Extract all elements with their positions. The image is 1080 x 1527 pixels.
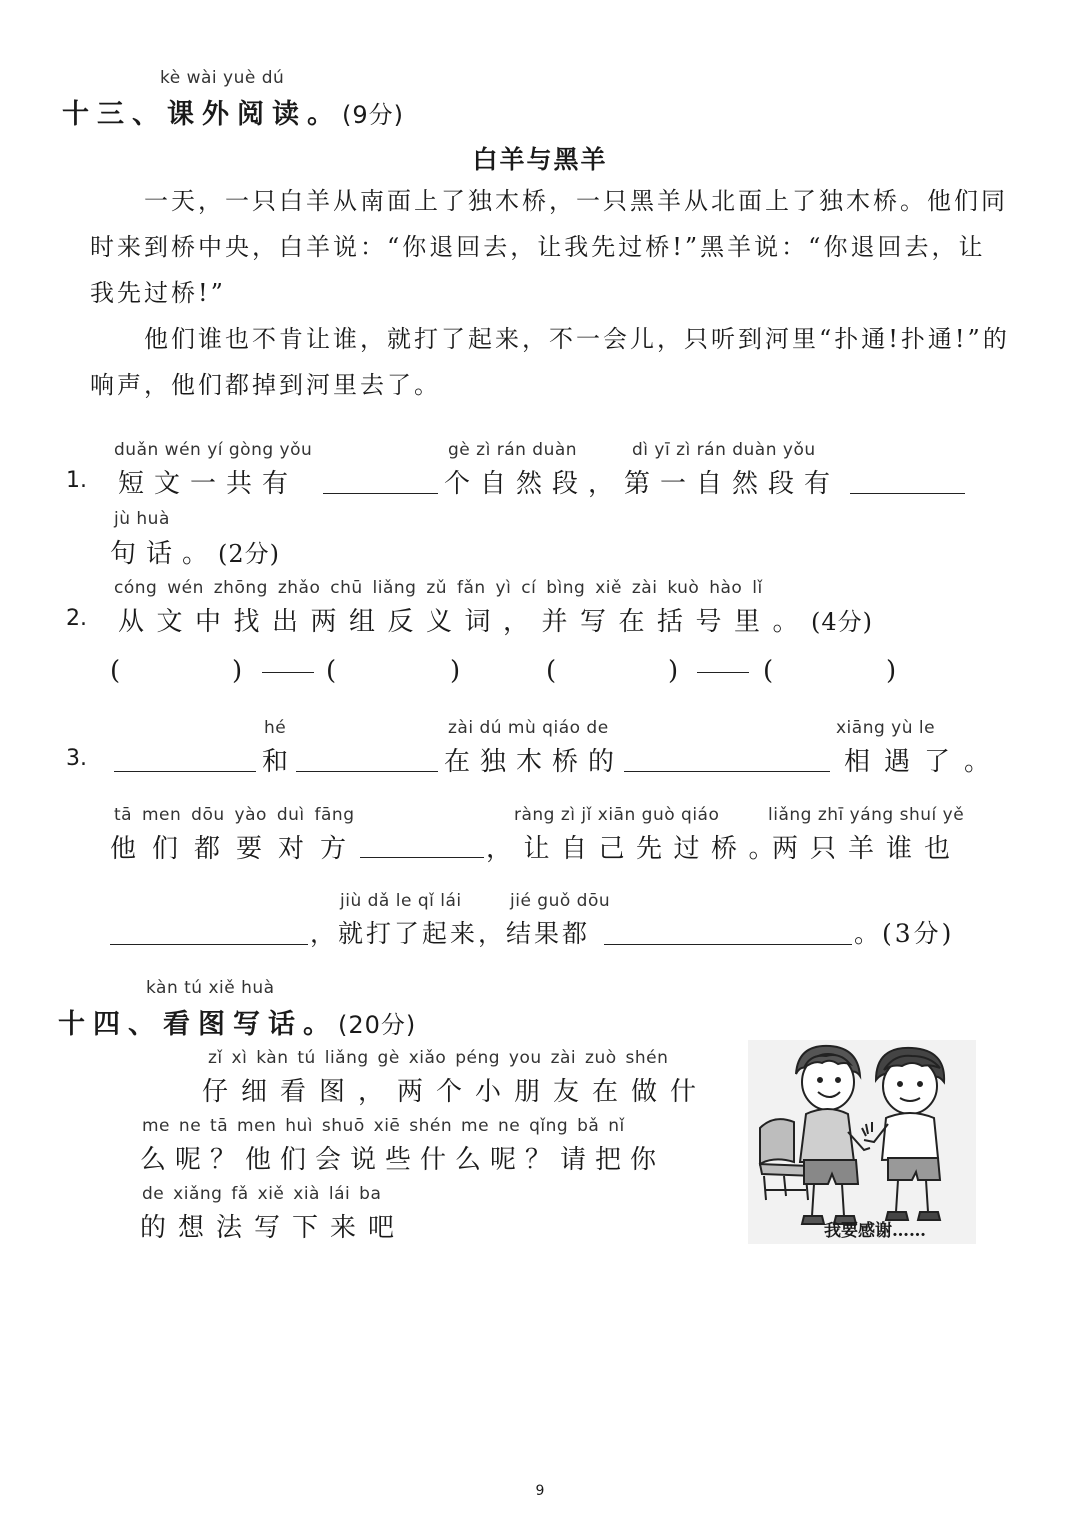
- q1-text-a: 短文一共有: [118, 469, 299, 499]
- q2-paren-close-1: ): [232, 656, 243, 686]
- q2-paren-open-1: (: [110, 656, 121, 686]
- passage-title: 白羊与黑羊: [472, 145, 608, 174]
- q3-pinyin-l2a: tā men dōu yào duì fāng: [114, 805, 355, 825]
- q3-text-he: 和: [262, 747, 299, 777]
- q2-paren-open-3: (: [546, 656, 557, 686]
- s13-heading-text: 十三、课外阅读。: [62, 99, 342, 130]
- q3-pinyin-l3b: jié guǒ dōu: [510, 891, 611, 911]
- q2-paren-close-4: ): [886, 656, 897, 686]
- q3-text-l3: ，就打了起来，结果都: [310, 919, 591, 948]
- passage-paragraph-2: 他们谁也不肯让谁，就打了起来，不一会儿，只听到河里“扑通!扑通!”的响声，他们都掉到河里去了。: [90, 325, 1010, 399]
- s14-heading: [58, 1002, 416, 1041]
- q3-pinyin-end: xiāng yù le: [836, 718, 936, 738]
- q3-number: 3.: [66, 746, 87, 771]
- s13-pinyin: kè wài yuè dú: [160, 68, 285, 88]
- s14-points: (20分): [338, 1011, 417, 1039]
- q3-blank-2[interactable]: [296, 771, 438, 772]
- q3-pinyin-l2c: liǎng zhī yáng shuí yě: [768, 805, 965, 825]
- q3-text-l2a: 他们都要对方: [110, 834, 363, 864]
- q1-blank-sentences[interactable]: [850, 493, 965, 494]
- s14-pinyin-2: me ne tā men huì shuō xiē shén me ne qǐng bǎ nǐ: [142, 1116, 625, 1136]
- s13-points: (9分): [342, 101, 404, 129]
- q1-points: (2分): [218, 540, 281, 568]
- s14-line-3: 的想法写下来吧: [140, 1213, 407, 1243]
- s14-pinyin-3: de xiǎng fǎ xiě xià lái ba: [142, 1184, 382, 1204]
- two-boys-illustration: [748, 1040, 976, 1244]
- q3-blank-3[interactable]: [624, 771, 830, 772]
- passage-paragraph-1: 一天，一只白羊从南面上了独木桥，一只黑羊从北面上了独木桥。他们同时来到桥中央，白羊说：“你退回去，让我先过桥!”黑羊说：“你退回去，让我先过桥!”: [90, 187, 1008, 307]
- q2-paren-close-2: ): [450, 656, 461, 686]
- q3-pinyin-mid: zài dú mù qiáo de: [448, 718, 609, 738]
- two-boys-drawing: [748, 1040, 976, 1244]
- q2-text: 从文中找出两组反义词，并写在括号里。: [118, 607, 812, 637]
- s14-line-2: 么呢？他们会说些什么呢？请把你: [140, 1145, 666, 1175]
- s13-heading: [62, 92, 404, 131]
- q3-blank-1[interactable]: [114, 771, 256, 772]
- q2-dash-1: [262, 672, 314, 673]
- q1-text-d-line: [110, 533, 280, 570]
- q3-text-end: 相遇了。: [844, 747, 1005, 777]
- q2-paren-open-4: (: [763, 656, 774, 686]
- q3-pinyin-he: hé: [264, 718, 287, 738]
- q2-dash-2: [697, 672, 749, 673]
- q3-blank-6[interactable]: [604, 944, 852, 945]
- q3-blank-5[interactable]: [110, 944, 308, 945]
- s14-pinyin: kàn tú xiě huà: [146, 978, 275, 998]
- q2-points: (4分): [811, 608, 874, 636]
- q3-pinyin-l3a: jiù dǎ le qǐ lái: [340, 891, 462, 911]
- q3-points: (3分): [882, 919, 955, 948]
- q1-text-c: 第一自然段有: [624, 469, 841, 499]
- q2-text-line: [118, 601, 873, 638]
- q3-blank-4[interactable]: [360, 857, 484, 858]
- q1-text-d: 句话。: [110, 539, 219, 569]
- q3-text-l3-end: 。: [854, 919, 883, 948]
- q2-pinyin: cóng wén zhōng zhǎo chū liǎng zǔ fǎn yì cí bìng xiě zài kuò hào lǐ: [114, 578, 763, 598]
- s14-line-1: 仔细看图，两个小朋友在做什: [202, 1077, 710, 1107]
- q1-pinyin-a: duǎn wén yí gòng yǒu: [114, 440, 313, 460]
- q1-number: 1.: [66, 468, 87, 493]
- q1-blank-paragraphs[interactable]: [323, 493, 438, 494]
- q3-text-mid: 在独木桥的: [444, 747, 625, 777]
- q3-text-l2c: 两只羊谁也: [772, 834, 963, 864]
- q1-pinyin-c: dì yī zì rán duàn yǒu: [632, 440, 816, 460]
- q2-paren-open-2: (: [326, 656, 337, 686]
- s14-pinyin-1: zǐ xì kàn tú liǎng gè xiǎo péng you zài zuò shén: [208, 1048, 669, 1068]
- q2-paren-close-3: ): [668, 656, 679, 686]
- q2-number: 2.: [66, 606, 87, 631]
- q3-text-l2b: ，让自己先过桥。: [486, 834, 787, 864]
- q3-l3-end: [854, 914, 954, 950]
- q1-pinyin-d: jù huà: [114, 509, 170, 529]
- s14-heading-text: 十四、看图写话。: [58, 1009, 338, 1040]
- q1-text-b: 个自然段，: [444, 469, 625, 499]
- q3-pinyin-l2b: ràng zì jǐ xiān guò qiáo: [514, 805, 720, 825]
- page-number: 9: [535, 1483, 545, 1499]
- illustration-caption: 我要感谢……: [824, 1221, 926, 1241]
- q1-pinyin-b: gè zì rán duàn: [448, 440, 578, 460]
